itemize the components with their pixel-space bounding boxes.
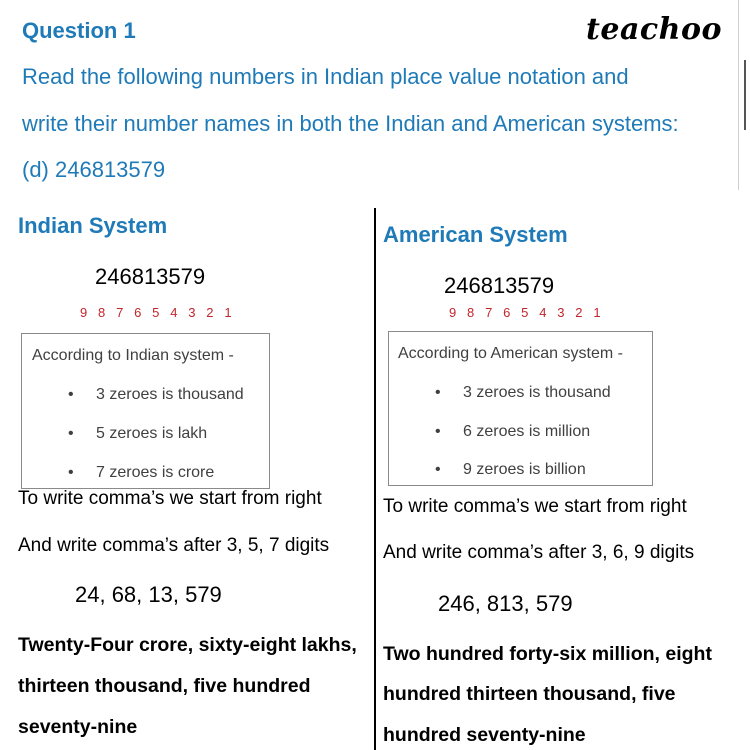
indian-rule-item: • 7 zeroes is crore xyxy=(68,464,215,481)
indian-answer-line: Twenty-Four crore, sixty-eight lakhs, xyxy=(18,634,357,656)
indian-comma-rule-1: To write comma’s we start from right xyxy=(18,488,322,509)
american-rules-title: According to American system - xyxy=(398,345,623,362)
american-answer-line: hundred seventy-nine xyxy=(383,724,586,746)
indian-place-values: 9 8 7 6 5 4 3 2 1 xyxy=(80,305,236,320)
scrollbar-track[interactable] xyxy=(738,0,750,190)
bullet-icon: • xyxy=(68,386,74,403)
american-rule-item: • 3 zeroes is thousand xyxy=(435,384,611,401)
question-text-line: write their number names in both the Indian and American systems: xyxy=(22,111,679,136)
american-grouped-number: 246, 813, 579 xyxy=(438,591,573,616)
indian-system-heading: Indian System xyxy=(18,213,168,238)
bullet-icon: • xyxy=(68,425,74,442)
bullet-icon: • xyxy=(435,384,441,401)
indian-rule-item: • 5 zeroes is lakh xyxy=(68,425,208,442)
bullet-icon: • xyxy=(68,464,74,481)
indian-number: 246813579 xyxy=(95,264,206,289)
indian-rule-item: • 3 zeroes is thousand xyxy=(68,386,244,403)
brand-logo: teachoo xyxy=(586,12,722,47)
american-place-values: 9 8 7 6 5 4 3 2 1 xyxy=(449,305,605,320)
indian-comma-rule-2: And write comma’s after 3, 5, 7 digits xyxy=(18,535,330,556)
american-comma-rule-1: To write comma’s we start from right xyxy=(383,496,687,517)
bullet-icon: • xyxy=(435,461,441,478)
question-text-line: Read the following numbers in Indian place value notation and xyxy=(22,64,629,89)
american-rule-item: • 6 zeroes is million xyxy=(435,423,591,440)
column-divider xyxy=(374,208,376,750)
question-title: Question 1 xyxy=(22,18,136,43)
scrollbar-thumb[interactable] xyxy=(744,60,746,130)
scrollbar-rail xyxy=(738,0,739,190)
indian-rules-box xyxy=(21,333,270,489)
indian-rules-title: According to Indian system - xyxy=(32,347,234,364)
american-rule-item: • 9 zeroes is billion xyxy=(435,461,586,478)
indian-answer-line: thirteen thousand, five hundred xyxy=(18,675,311,697)
american-rules-box xyxy=(388,331,653,486)
indian-answer-line: seventy-nine xyxy=(18,716,138,738)
american-system-heading: American System xyxy=(383,222,568,247)
question-part-label: (d) 246813579 xyxy=(22,157,166,182)
american-answer-line: Two hundred forty-six million, eight xyxy=(383,643,712,665)
american-answer-line: hundred thirteen thousand, five xyxy=(383,683,676,705)
indian-grouped-number: 24, 68, 13, 579 xyxy=(75,582,222,607)
american-comma-rule-2: And write comma’s after 3, 6, 9 digits xyxy=(383,542,695,563)
american-number: 246813579 xyxy=(444,273,555,298)
bullet-icon: • xyxy=(435,423,441,440)
